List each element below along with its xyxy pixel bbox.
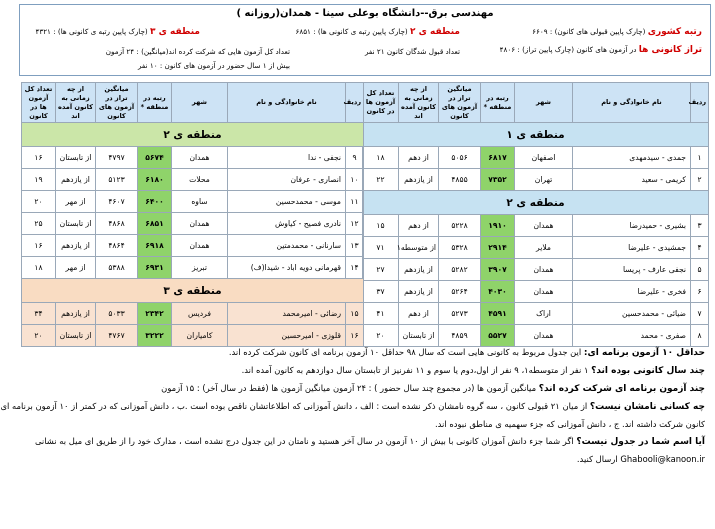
note-line bbox=[19, 362, 705, 380]
note-answer: اگر شما جزء دانش آموزان کانونی با بیش از ۱۰ آزمون در سال آخر هستید و نامتان در این جدول درج نشده است ، مدارک خود را از طریق ای میل به نشانی bbox=[34, 436, 577, 446]
national-rank: رتبه کشوری (چارک پایین قبولی های کانون) : ۶۶۰۹ bbox=[532, 27, 702, 37]
since-cell: از متوسطه۱ bbox=[399, 237, 439, 259]
student-name: کریمی - سعید bbox=[573, 169, 691, 191]
exam-count-cell: ۲۰ bbox=[22, 191, 56, 213]
exam-count-cell: ۷۱ bbox=[363, 237, 399, 259]
exam-count-cell: ۲۰ bbox=[22, 325, 56, 347]
row-number: ۷ bbox=[691, 303, 709, 325]
exam-count-cell: ۱۹ bbox=[22, 169, 56, 191]
col-name: نام خانوادگی و نام bbox=[228, 83, 346, 123]
page-title: مهندسی برق--دانشگاه بوعلی سینا - همدان(روزانه ) bbox=[236, 8, 494, 19]
since-cell: از دهم bbox=[399, 303, 439, 325]
left-students-table bbox=[21, 82, 364, 347]
row-number: ۶ bbox=[691, 281, 709, 303]
row-number: ۲ bbox=[691, 169, 709, 191]
row-number: ۴ bbox=[691, 237, 709, 259]
since-cell: از تابستان bbox=[56, 147, 96, 169]
region2-rank: منطقه ی ۲ (چارک پایین رتبه ی کانونی ها) : ۶۸۵۱ bbox=[295, 27, 460, 37]
exam-count-cell: ۲۲ bbox=[363, 169, 399, 191]
since-cell: از تابستان bbox=[399, 325, 439, 347]
table-row bbox=[363, 237, 709, 259]
level-cell: ۵۰۳۳ bbox=[96, 303, 138, 325]
exam-count-cell: ۱۸ bbox=[22, 257, 56, 279]
level-cell: ۴۸۶۸ bbox=[96, 213, 138, 235]
level-cell: ۵۰۵۶ bbox=[439, 147, 481, 169]
student-name: صفری - محمد bbox=[573, 325, 691, 347]
col-row: ردیف bbox=[346, 83, 364, 123]
level-cell: ۴۸۵۹ bbox=[439, 325, 481, 347]
city-cell: تبریز bbox=[172, 257, 228, 279]
table-row bbox=[22, 303, 364, 325]
region-header-row bbox=[22, 123, 364, 147]
since-cell: از تابستان bbox=[56, 213, 96, 235]
rank-cell: ۳۲۲۲ bbox=[138, 325, 172, 347]
table-row bbox=[22, 191, 364, 213]
exam-count-cell: ۱۸ bbox=[363, 147, 399, 169]
table-row bbox=[363, 303, 709, 325]
exam-count-cell: ۱۶ bbox=[22, 235, 56, 257]
rank-cell: ۴۰۳۰ bbox=[481, 281, 515, 303]
table-row bbox=[363, 259, 709, 281]
rank-cell: ۱۹۱۰ bbox=[481, 215, 515, 237]
col-level: میانگین تراز در آزمون های کانون bbox=[96, 83, 138, 123]
note-answer: ۱ نفر از متوسطه۱، ۹ نفر از اول،دوم یا سوم و ۱۱ نفرنیز از تابستان سال دوازدهم به کانون آمده اند. bbox=[241, 365, 592, 375]
rank-cell: ۶۸۵۱ bbox=[138, 213, 172, 235]
student-name: انصاری - عرفان bbox=[228, 169, 346, 191]
exam-count-cell: ۱۵ bbox=[363, 215, 399, 237]
city-cell: اراک bbox=[515, 303, 573, 325]
note-line bbox=[0, 398, 705, 416]
col-level: میانگین تراز در آزمون های کانون bbox=[439, 83, 481, 123]
note-line bbox=[19, 380, 705, 398]
note-question: حداقل ۱۰ آزمون برنامه ای: bbox=[583, 348, 705, 358]
rank-cell: ۶۴۰۰ bbox=[138, 191, 172, 213]
student-name: بشیری - حمیدرضا bbox=[573, 215, 691, 237]
student-name: قهرمانی دویه اباد - شیدا(ف) bbox=[228, 257, 346, 279]
row-number: ۸ bbox=[691, 325, 709, 347]
student-name: نادری فصیح - کیاوش bbox=[228, 213, 346, 235]
since-cell: از دهم bbox=[399, 215, 439, 237]
region-header-row bbox=[363, 191, 709, 215]
level-cell: ۴۸۶۴ bbox=[96, 235, 138, 257]
row-number: ۱۲ bbox=[346, 213, 364, 235]
right-students-table bbox=[362, 82, 709, 347]
rank-cell: ۳۹۰۷ bbox=[481, 259, 515, 281]
note-line bbox=[19, 344, 705, 362]
since-cell: از یازدهم bbox=[56, 303, 96, 325]
col-rank: رتبه در منطقه * bbox=[481, 83, 515, 123]
region-label: منطقه ی ۲ bbox=[363, 191, 709, 215]
since-cell: از دهم bbox=[399, 147, 439, 169]
row-number: ۳ bbox=[691, 215, 709, 237]
rank-cell: ۲۹۱۴ bbox=[481, 237, 515, 259]
level-cell: ۵۲۸۲ bbox=[439, 259, 481, 281]
accepted-count: تعداد قبول شدگان کانون ۲۱ نفر bbox=[364, 47, 460, 56]
city-cell: همدان bbox=[515, 325, 573, 347]
table-row bbox=[363, 147, 709, 169]
region-label: منطقه ی ۱ bbox=[363, 123, 709, 147]
note-question: چند آزمون برنامه ای شرکت کرده اند؟ bbox=[538, 384, 705, 394]
col-name: نام خانوادگی و نام bbox=[573, 83, 691, 123]
since-cell: از یازدهم bbox=[56, 235, 96, 257]
level-cell: ۵۱۲۳ bbox=[96, 169, 138, 191]
note-answer: این جدول مربوط به کانونی هایی است که سال ۹۸ حداقل ۱۰ آزمون برنامه ای کانون شرکت کرده اند. bbox=[228, 347, 584, 357]
rank-cell: ۴۵۹۱ bbox=[481, 303, 515, 325]
rank-cell: ۶۹۳۱ bbox=[138, 257, 172, 279]
student-name: موسی - محمدحسین bbox=[228, 191, 346, 213]
note-answer: میانگین آزمون ها (در مجموع چند سال حضور ) : ۲۴ آزمون میانگین آزمون ها (فقط در سال آخر) : ۱۵ آزمون bbox=[161, 383, 539, 393]
exam-count-cell: ۲۵ bbox=[22, 213, 56, 235]
table-header-row bbox=[22, 83, 364, 123]
rank-cell: ۶۸۱۷ bbox=[481, 147, 515, 169]
region3-rank: منطقه ی ۳ (چارک پایین رتبه ی کانونی ها) : ۴۳۲۱ bbox=[35, 27, 200, 37]
region-header-row bbox=[363, 123, 709, 147]
city-cell: محلات bbox=[172, 169, 228, 191]
since-cell: از یازدهم bbox=[399, 259, 439, 281]
region-label: منطقه ی ۲ bbox=[22, 123, 364, 147]
student-name: جمدی - سیدمهدی bbox=[573, 147, 691, 169]
row-number: ۱۳ bbox=[346, 235, 364, 257]
one-year-count: بیش از ۱ سال حضور در آزمون های کانون : ۱۰ نفر bbox=[137, 61, 290, 70]
col-city: شهر bbox=[515, 83, 573, 123]
city-cell: همدان bbox=[172, 235, 228, 257]
city-cell: همدان bbox=[172, 147, 228, 169]
exam-count-cell: ۴۱ bbox=[363, 303, 399, 325]
table-row bbox=[22, 147, 364, 169]
student-name: نجفی - ندا bbox=[228, 147, 346, 169]
col-count: تعداد کل آزمون ها در کانون bbox=[363, 83, 399, 123]
row-number: ۹ bbox=[346, 147, 364, 169]
student-name: جمشیدی - علیرضا bbox=[573, 237, 691, 259]
rank-cell: ۵۵۲۷ bbox=[481, 325, 515, 347]
note-line bbox=[19, 416, 705, 433]
exam-count-cell: ۲۷ bbox=[363, 259, 399, 281]
region-label: منطقه ی ۳ bbox=[22, 279, 364, 303]
exam-count-cell: ۳۴ bbox=[22, 303, 56, 325]
rank-cell: ۷۳۵۲ bbox=[481, 169, 515, 191]
row-number: ۱۵ bbox=[346, 303, 364, 325]
rank-cell: ۶۹۱۸ bbox=[138, 235, 172, 257]
rank-cell: ۶۱۸۰ bbox=[138, 169, 172, 191]
col-city: شهر bbox=[172, 83, 228, 123]
student-name: قلوزی - امیرحسین bbox=[228, 325, 346, 347]
student-name: سارنانی - محمدمتین bbox=[228, 235, 346, 257]
exam-count-cell: ۲۰ bbox=[363, 325, 399, 347]
note-answer: کانون شرکت داشته اند. ج ، دانش آموزانی که جزء سهمیه ی مناطق نبوده اند. bbox=[434, 419, 705, 429]
since-cell: از یازدهم bbox=[399, 169, 439, 191]
city-cell: همدان bbox=[172, 213, 228, 235]
level-cell: ۵۲۲۸ bbox=[439, 215, 481, 237]
table-row bbox=[22, 169, 364, 191]
row-number: ۱۱ bbox=[346, 191, 364, 213]
table-row bbox=[22, 235, 364, 257]
table-row bbox=[22, 213, 364, 235]
note-question: چه کسانی نامشان نیست؟ bbox=[589, 402, 705, 412]
since-cell: از تابستان bbox=[56, 325, 96, 347]
row-number: ۱ bbox=[691, 147, 709, 169]
col-rank: رتبه در منطقه * bbox=[138, 83, 172, 123]
student-name: رضائی - امیرمحمد bbox=[228, 303, 346, 325]
table-row bbox=[22, 257, 364, 279]
city-cell: فردیس bbox=[172, 303, 228, 325]
since-cell: از مهر bbox=[56, 257, 96, 279]
student-name: نجفی عارف - پریسا bbox=[573, 259, 691, 281]
city-cell: تهران bbox=[515, 169, 573, 191]
kanoon-level: تراز کانونی ها در آزمون های کانون (چارک پایین تراز) : ۴۸۰۶ bbox=[499, 45, 702, 55]
col-since: از چه زمانی به کانون آمده اند bbox=[56, 83, 96, 123]
student-name: فخری - علیرضا bbox=[573, 281, 691, 303]
level-cell: ۵۳۸۸ bbox=[96, 257, 138, 279]
since-cell: از مهر bbox=[56, 191, 96, 213]
note-question: چند سال کانونی بوده اند؟ bbox=[591, 366, 705, 376]
since-cell: از یازدهم bbox=[399, 281, 439, 303]
avg-exams: تعداد کل آزمون هایی که شرکت کرده اند(میانگین) : ۲۴ آزمون bbox=[105, 47, 290, 56]
level-cell: ۴۶۰۷ bbox=[96, 191, 138, 213]
rank-cell: ۵۶۷۴ bbox=[138, 147, 172, 169]
city-cell: همدان bbox=[515, 215, 573, 237]
city-cell: اصفهان bbox=[515, 147, 573, 169]
city-cell: ساوه bbox=[172, 191, 228, 213]
rank-cell: ۲۳۴۲ bbox=[138, 303, 172, 325]
level-cell: ۴۷۹۷ bbox=[96, 147, 138, 169]
since-cell: از یازدهم bbox=[56, 169, 96, 191]
row-number: ۱۰ bbox=[346, 169, 364, 191]
note-answer: از میان ۲۱ قبولی کانون ، سه گروه نامشان ذکر نشده است : الف ، دانش آموزانی که اطلاعاتشان ناقص بوده است .ب ، دانش آموزانی که در کمتر از ۱۰ آزمون برنامه ای bbox=[0, 401, 590, 411]
table-row bbox=[363, 281, 709, 303]
row-number: ۱۶ bbox=[346, 325, 364, 347]
level-cell: ۴۸۵۵ bbox=[439, 169, 481, 191]
row-number: ۱۴ bbox=[346, 257, 364, 279]
level-cell: ۵۳۲۸ bbox=[439, 237, 481, 259]
row-number: ۵ bbox=[691, 259, 709, 281]
city-cell: کامیاران bbox=[172, 325, 228, 347]
col-count: تعداد کل آزمون ها در کانون bbox=[22, 83, 56, 123]
level-cell: ۵۲۷۳ bbox=[439, 303, 481, 325]
table-row bbox=[363, 169, 709, 191]
city-cell: ملایر bbox=[515, 237, 573, 259]
note-answer: Ghabooli@kanoon.ir ارسال کنید. bbox=[576, 454, 705, 464]
city-cell: همدان bbox=[515, 281, 573, 303]
note-line bbox=[19, 451, 705, 468]
city-cell: همدان bbox=[515, 259, 573, 281]
note-question: آیا اسم شما در جدول نیست؟ bbox=[576, 437, 705, 447]
table-row bbox=[363, 215, 709, 237]
notes-section bbox=[0, 344, 711, 468]
exam-count-cell: ۱۶ bbox=[22, 147, 56, 169]
exam-count-cell: ۳۷ bbox=[363, 281, 399, 303]
level-cell: ۵۲۶۴ bbox=[439, 281, 481, 303]
level-cell: ۴۷۶۷ bbox=[96, 325, 138, 347]
col-row: ردیف bbox=[691, 83, 709, 123]
student-name: ضیائی - محمدحسین bbox=[573, 303, 691, 325]
table-header-row bbox=[363, 83, 709, 123]
note-line bbox=[19, 433, 705, 451]
region-header-row bbox=[22, 279, 364, 303]
report-header bbox=[19, 4, 711, 76]
col-since: از چه زمانی به کانون آمده اند bbox=[399, 83, 439, 123]
